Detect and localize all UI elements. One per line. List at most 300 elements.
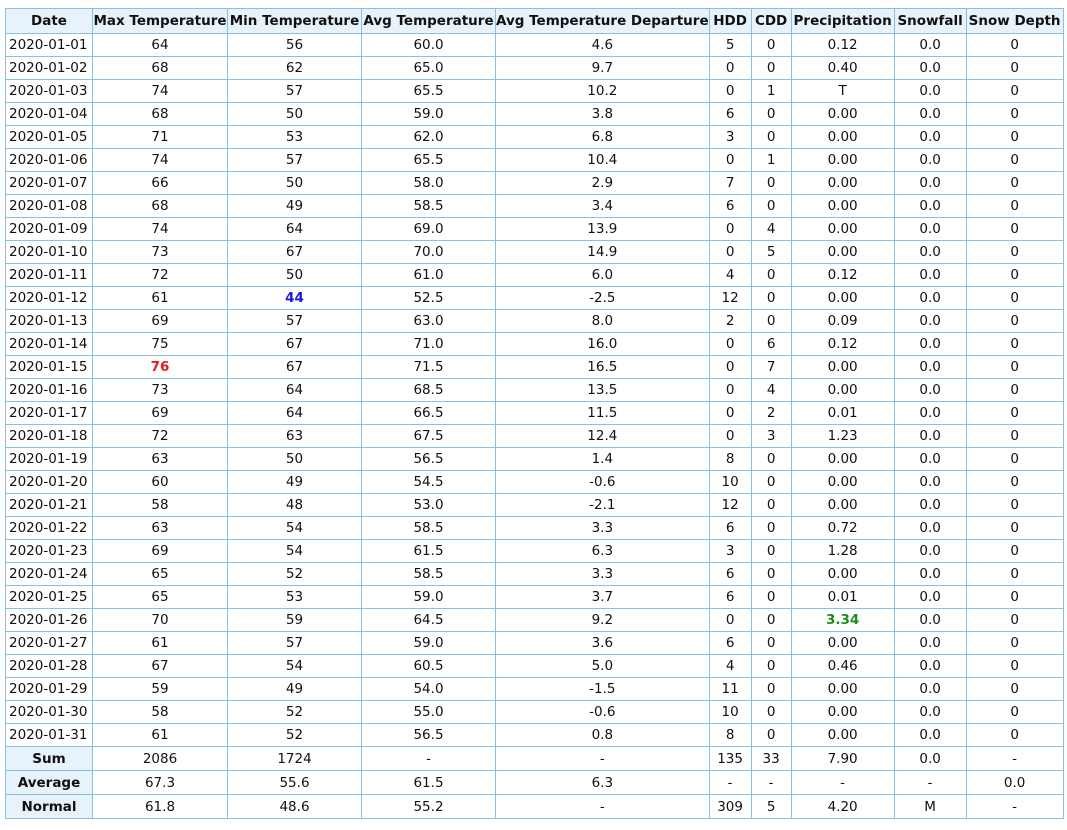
- cell-snow-depth: 0: [966, 356, 1063, 379]
- cell-precipitation: 0.00: [791, 103, 894, 126]
- cell-snowfall: 0.0: [894, 310, 966, 333]
- header-date[interactable]: Date: [6, 9, 93, 34]
- cell-avg-temperature: 54.5: [362, 471, 496, 494]
- cell-date: 2020-01-07: [6, 172, 93, 195]
- cell-hdd: 12: [709, 494, 751, 517]
- table-row: [6, 425, 1064, 448]
- cell-snow-depth: 0: [966, 218, 1063, 241]
- cell-min-temperature: 67: [228, 333, 362, 356]
- cell-date: 2020-01-11: [6, 264, 93, 287]
- cell-avg-temperature: 60.0: [362, 34, 496, 57]
- cell-snowfall: 0.0: [894, 287, 966, 310]
- cell-min-temperature: 67: [228, 241, 362, 264]
- cell-date: 2020-01-14: [6, 333, 93, 356]
- cell-precipitation: 1.23: [791, 425, 894, 448]
- cell-precipitation: 0.09: [791, 310, 894, 333]
- cell-snowfall: 0.0: [894, 241, 966, 264]
- cell-avg-temperature: 55.0: [362, 701, 496, 724]
- cell-hdd: 0: [709, 402, 751, 425]
- cell-precipitation: 0.00: [791, 241, 894, 264]
- cell-date: 2020-01-24: [6, 563, 93, 586]
- cell-snowfall: 0.0: [894, 356, 966, 379]
- cell-snow-depth: 0: [966, 264, 1063, 287]
- table-row: [6, 195, 1064, 218]
- cell-snow-depth: 0: [966, 586, 1063, 609]
- cell-date: 2020-01-17: [6, 402, 93, 425]
- cell-hdd: 0: [709, 356, 751, 379]
- cell-cdd: 0: [751, 287, 791, 310]
- summary-cell-avg-temperature: 61.5: [362, 771, 496, 795]
- cell-cdd: 0: [751, 563, 791, 586]
- cell-precipitation: 0.00: [791, 172, 894, 195]
- table-row: [6, 34, 1064, 57]
- cell-hdd: 0: [709, 149, 751, 172]
- cell-hdd: 0: [709, 218, 751, 241]
- cell-min-temperature: 50: [228, 448, 362, 471]
- cell-date: 2020-01-22: [6, 517, 93, 540]
- cell-date: 2020-01-10: [6, 241, 93, 264]
- cell-avg-temperature: 56.5: [362, 724, 496, 747]
- cell-precipitation: 0.00: [791, 494, 894, 517]
- cell-snow-depth: 0: [966, 563, 1063, 586]
- cell-precipitation: 0.00: [791, 149, 894, 172]
- cell-date: 2020-01-27: [6, 632, 93, 655]
- table-row: [6, 678, 1064, 701]
- cell-snow-depth: 0: [966, 103, 1063, 126]
- cell-avg-temperature: 71.0: [362, 333, 496, 356]
- summary-label: Sum: [6, 747, 93, 771]
- cell-cdd: 0: [751, 103, 791, 126]
- cell-precipitation: 0.00: [791, 287, 894, 310]
- cell-avg-temperature-departure: 3.8: [496, 103, 710, 126]
- summary-cell-hdd: 135: [709, 747, 751, 771]
- table-row: [6, 632, 1064, 655]
- cell-snowfall: 0.0: [894, 701, 966, 724]
- cell-min-temperature: 49: [228, 678, 362, 701]
- table-row: [6, 149, 1064, 172]
- cell-precipitation: 0.00: [791, 563, 894, 586]
- table-row: [6, 586, 1064, 609]
- summary-cell-hdd: 309: [709, 795, 751, 819]
- cell-avg-temperature: 62.0: [362, 126, 496, 149]
- cell-max-temperature: 60: [93, 471, 228, 494]
- cell-snow-depth: 0: [966, 425, 1063, 448]
- cell-min-temperature: 57: [228, 80, 362, 103]
- cell-min-temperature: 53: [228, 586, 362, 609]
- cell-hdd: 6: [709, 632, 751, 655]
- cell-snowfall: 0.0: [894, 172, 966, 195]
- table-row: [6, 448, 1064, 471]
- cell-precipitation: 0.01: [791, 402, 894, 425]
- header-precipitation[interactable]: Precipitation: [791, 9, 894, 34]
- cell-date: 2020-01-04: [6, 103, 93, 126]
- cell-min-temperature: 57: [228, 632, 362, 655]
- cell-cdd: 6: [751, 333, 791, 356]
- cell-hdd: 0: [709, 241, 751, 264]
- summary-cell-max-temperature: 2086: [93, 747, 228, 771]
- cell-max-temperature: 68: [93, 57, 228, 80]
- cell-hdd: 0: [709, 609, 751, 632]
- cell-hdd: 3: [709, 126, 751, 149]
- cell-avg-temperature-departure: 16.5: [496, 356, 710, 379]
- cell-date: 2020-01-30: [6, 701, 93, 724]
- cell-hdd: 4: [709, 655, 751, 678]
- cell-avg-temperature: 64.5: [362, 609, 496, 632]
- cell-min-temperature: 49: [228, 195, 362, 218]
- cell-hdd: 6: [709, 195, 751, 218]
- cell-snowfall: 0.0: [894, 195, 966, 218]
- cell-snowfall: 0.0: [894, 57, 966, 80]
- table-row: [6, 80, 1064, 103]
- cell-date: 2020-01-12: [6, 287, 93, 310]
- cell-hdd: 12: [709, 287, 751, 310]
- table-row: [6, 126, 1064, 149]
- cell-precipitation: 0.00: [791, 218, 894, 241]
- cell-snow-depth: 0: [966, 701, 1063, 724]
- summary-cell-hdd: -: [709, 771, 751, 795]
- cell-avg-temperature-departure: 14.9: [496, 241, 710, 264]
- cell-avg-temperature-departure: 13.9: [496, 218, 710, 241]
- cell-min-temperature-highlight: 44: [228, 287, 362, 310]
- cell-snow-depth: 0: [966, 333, 1063, 356]
- cell-avg-temperature-departure: -2.1: [496, 494, 710, 517]
- cell-min-temperature: 54: [228, 517, 362, 540]
- cell-hdd: 3: [709, 540, 751, 563]
- cell-date: 2020-01-29: [6, 678, 93, 701]
- cell-max-temperature: 73: [93, 241, 228, 264]
- cell-avg-temperature: 68.5: [362, 379, 496, 402]
- cell-snowfall: 0.0: [894, 126, 966, 149]
- cell-snow-depth: 0: [966, 57, 1063, 80]
- cell-avg-temperature: 69.0: [362, 218, 496, 241]
- cell-snow-depth: 0: [966, 655, 1063, 678]
- cell-snow-depth: 0: [966, 379, 1063, 402]
- cell-snowfall: 0.0: [894, 517, 966, 540]
- summary-cell-avg-temperature: 55.2: [362, 795, 496, 819]
- cell-snow-depth: 0: [966, 172, 1063, 195]
- cell-avg-temperature: 58.5: [362, 517, 496, 540]
- cell-max-temperature: 68: [93, 195, 228, 218]
- table-row: [6, 57, 1064, 80]
- cell-min-temperature: 59: [228, 609, 362, 632]
- cell-cdd: 0: [751, 448, 791, 471]
- cell-max-temperature: 65: [93, 563, 228, 586]
- cell-precipitation: T: [791, 80, 894, 103]
- summary-cell-cdd: 5: [751, 795, 791, 819]
- cell-cdd: 0: [751, 34, 791, 57]
- cell-avg-temperature: 61.0: [362, 264, 496, 287]
- header-cdd[interactable]: CDD: [751, 9, 791, 34]
- cell-min-temperature: 67: [228, 356, 362, 379]
- summary-cell-avg-temperature-departure: -: [496, 795, 710, 819]
- cell-snowfall: 0.0: [894, 471, 966, 494]
- summary-cell-min-temperature: 55.6: [228, 771, 362, 795]
- cell-cdd: 0: [751, 678, 791, 701]
- cell-avg-temperature-departure: 11.5: [496, 402, 710, 425]
- cell-avg-temperature-departure: 10.2: [496, 80, 710, 103]
- cell-max-temperature: 66: [93, 172, 228, 195]
- cell-snowfall: 0.0: [894, 34, 966, 57]
- cell-date: 2020-01-18: [6, 425, 93, 448]
- cell-min-temperature: 64: [228, 402, 362, 425]
- cell-max-temperature: 61: [93, 287, 228, 310]
- cell-precipitation: 0.46: [791, 655, 894, 678]
- cell-min-temperature: 57: [228, 310, 362, 333]
- cell-avg-temperature: 59.0: [362, 632, 496, 655]
- cell-snow-depth: 0: [966, 195, 1063, 218]
- cell-min-temperature: 50: [228, 264, 362, 287]
- cell-snowfall: 0.0: [894, 448, 966, 471]
- cell-max-temperature: 74: [93, 149, 228, 172]
- summary-cell-snow-depth: -: [966, 795, 1063, 819]
- cell-cdd: 0: [751, 609, 791, 632]
- cell-cdd: 1: [751, 149, 791, 172]
- cell-date: 2020-01-16: [6, 379, 93, 402]
- cell-snow-depth: 0: [966, 310, 1063, 333]
- cell-date: 2020-01-23: [6, 540, 93, 563]
- table-row: [6, 379, 1064, 402]
- cell-snowfall: 0.0: [894, 218, 966, 241]
- cell-snowfall: 0.0: [894, 655, 966, 678]
- cell-min-temperature: 54: [228, 540, 362, 563]
- cell-cdd: 0: [751, 264, 791, 287]
- cell-max-temperature: 58: [93, 494, 228, 517]
- cell-avg-temperature: 53.0: [362, 494, 496, 517]
- cell-snowfall: 0.0: [894, 632, 966, 655]
- summary-cell-precipitation: 7.90: [791, 747, 894, 771]
- summary-cell-snowfall: -: [894, 771, 966, 795]
- cell-snowfall: 0.0: [894, 540, 966, 563]
- cell-snow-depth: 0: [966, 632, 1063, 655]
- table-row: [6, 517, 1064, 540]
- cell-snow-depth: 0: [966, 609, 1063, 632]
- cell-avg-temperature: 54.0: [362, 678, 496, 701]
- cell-min-temperature: 50: [228, 172, 362, 195]
- cell-avg-temperature: 71.5: [362, 356, 496, 379]
- summary-cell-precipitation: -: [791, 771, 894, 795]
- cell-max-temperature-highlight: 76: [93, 356, 228, 379]
- cell-date: 2020-01-02: [6, 57, 93, 80]
- cell-hdd: 6: [709, 563, 751, 586]
- cell-date: 2020-01-06: [6, 149, 93, 172]
- summary-cell-snowfall: M: [894, 795, 966, 819]
- cell-avg-temperature-departure: 3.3: [496, 563, 710, 586]
- cell-cdd: 0: [751, 57, 791, 80]
- cell-cdd: 5: [751, 241, 791, 264]
- cell-snowfall: 0.0: [894, 264, 966, 287]
- cell-date: 2020-01-21: [6, 494, 93, 517]
- cell-cdd: 2: [751, 402, 791, 425]
- cell-avg-temperature-departure: 3.6: [496, 632, 710, 655]
- cell-cdd: 0: [751, 701, 791, 724]
- summary-cell-min-temperature: 48.6: [228, 795, 362, 819]
- cell-avg-temperature: 63.0: [362, 310, 496, 333]
- summary-cell-snow-depth: 0.0: [966, 771, 1063, 795]
- cell-avg-temperature-departure: 6.0: [496, 264, 710, 287]
- cell-date: 2020-01-03: [6, 80, 93, 103]
- cell-max-temperature: 58: [93, 701, 228, 724]
- cell-snowfall: 0.0: [894, 586, 966, 609]
- cell-snow-depth: 0: [966, 126, 1063, 149]
- cell-snowfall: 0.0: [894, 103, 966, 126]
- cell-precipitation: 0.12: [791, 333, 894, 356]
- header-max-temperature[interactable]: Max Temperature: [93, 9, 228, 34]
- summary-cell-avg-temperature-departure: 6.3: [496, 771, 710, 795]
- cell-avg-temperature: 67.5: [362, 425, 496, 448]
- cell-cdd: 0: [751, 310, 791, 333]
- cell-min-temperature: 50: [228, 103, 362, 126]
- cell-hdd: 2: [709, 310, 751, 333]
- cell-avg-temperature: 59.0: [362, 586, 496, 609]
- cell-min-temperature: 64: [228, 218, 362, 241]
- cell-precipitation-highlight: 3.34: [791, 609, 894, 632]
- cell-precipitation: 0.00: [791, 356, 894, 379]
- cell-avg-temperature-departure: -2.5: [496, 287, 710, 310]
- cell-snow-depth: 0: [966, 517, 1063, 540]
- cell-precipitation: 0.00: [791, 701, 894, 724]
- cell-avg-temperature: 65.5: [362, 80, 496, 103]
- cell-max-temperature: 74: [93, 80, 228, 103]
- cell-cdd: 7: [751, 356, 791, 379]
- cell-hdd: 8: [709, 724, 751, 747]
- cell-avg-temperature: 59.0: [362, 103, 496, 126]
- cell-max-temperature: 68: [93, 103, 228, 126]
- cell-avg-temperature-departure: 3.4: [496, 195, 710, 218]
- cell-snow-depth: 0: [966, 287, 1063, 310]
- cell-avg-temperature-departure: 3.3: [496, 517, 710, 540]
- cell-date: 2020-01-25: [6, 586, 93, 609]
- cell-snow-depth: 0: [966, 540, 1063, 563]
- cell-max-temperature: 67: [93, 655, 228, 678]
- cell-max-temperature: 64: [93, 34, 228, 57]
- cell-precipitation: 0.00: [791, 471, 894, 494]
- cell-avg-temperature-departure: 12.4: [496, 425, 710, 448]
- cell-avg-temperature-departure: 10.4: [496, 149, 710, 172]
- cell-avg-temperature-departure: 9.2: [496, 609, 710, 632]
- cell-snowfall: 0.0: [894, 149, 966, 172]
- table-row: [6, 471, 1064, 494]
- cell-avg-temperature-departure: 16.0: [496, 333, 710, 356]
- cell-avg-temperature: 58.5: [362, 195, 496, 218]
- cell-cdd: 3: [751, 425, 791, 448]
- header-avg-temperature-departure[interactable]: Avg Temperature Departure: [496, 9, 710, 34]
- table-row: [6, 701, 1064, 724]
- cell-date: 2020-01-28: [6, 655, 93, 678]
- cell-snow-depth: 0: [966, 402, 1063, 425]
- table-row: [6, 172, 1064, 195]
- header-hdd[interactable]: HDD: [709, 9, 751, 34]
- cell-snow-depth: 0: [966, 149, 1063, 172]
- cell-avg-temperature-departure: 2.9: [496, 172, 710, 195]
- cell-snowfall: 0.0: [894, 379, 966, 402]
- cell-cdd: 0: [751, 586, 791, 609]
- cell-date: 2020-01-15: [6, 356, 93, 379]
- cell-snowfall: 0.0: [894, 425, 966, 448]
- table-row: [6, 540, 1064, 563]
- cell-max-temperature: 72: [93, 264, 228, 287]
- cell-avg-temperature-departure: 0.8: [496, 724, 710, 747]
- summary-cell-cdd: 33: [751, 747, 791, 771]
- summary-cell-snowfall: 0.0: [894, 747, 966, 771]
- summary-cell-max-temperature: 67.3: [93, 771, 228, 795]
- summary-label: Normal: [6, 795, 93, 819]
- cell-max-temperature: 59: [93, 678, 228, 701]
- cell-min-temperature: 52: [228, 701, 362, 724]
- cell-hdd: 7: [709, 172, 751, 195]
- cell-snowfall: 0.0: [894, 494, 966, 517]
- table-row: [6, 494, 1064, 517]
- cell-min-temperature: 56: [228, 34, 362, 57]
- cell-cdd: 0: [751, 195, 791, 218]
- summary-cell-avg-temperature-departure: -: [496, 747, 710, 771]
- table-row: [6, 402, 1064, 425]
- summary-row: [6, 771, 1064, 795]
- cell-min-temperature: 48: [228, 494, 362, 517]
- cell-snow-depth: 0: [966, 34, 1063, 57]
- header-snowfall[interactable]: Snowfall: [894, 9, 966, 34]
- cell-hdd: 6: [709, 586, 751, 609]
- table-row: [6, 218, 1064, 241]
- table-row: [6, 103, 1064, 126]
- cell-avg-temperature: 66.5: [362, 402, 496, 425]
- cell-avg-temperature: 58.5: [362, 563, 496, 586]
- cell-snow-depth: 0: [966, 448, 1063, 471]
- cell-snow-depth: 0: [966, 471, 1063, 494]
- cell-min-temperature: 54: [228, 655, 362, 678]
- cell-avg-temperature: 70.0: [362, 241, 496, 264]
- table-row: [6, 287, 1064, 310]
- table-row: [6, 609, 1064, 632]
- cell-min-temperature: 57: [228, 149, 362, 172]
- cell-precipitation: 0.00: [791, 632, 894, 655]
- summary-cell-min-temperature: 1724: [228, 747, 362, 771]
- cell-snowfall: 0.0: [894, 333, 966, 356]
- cell-snow-depth: 0: [966, 494, 1063, 517]
- cell-precipitation: 1.28: [791, 540, 894, 563]
- table-row: [6, 724, 1064, 747]
- cell-avg-temperature-departure: 4.6: [496, 34, 710, 57]
- cell-precipitation: 0.12: [791, 34, 894, 57]
- cell-avg-temperature: 65.5: [362, 149, 496, 172]
- cell-max-temperature: 75: [93, 333, 228, 356]
- cell-precipitation: 0.00: [791, 678, 894, 701]
- cell-min-temperature: 52: [228, 724, 362, 747]
- cell-avg-temperature-departure: 9.7: [496, 57, 710, 80]
- cell-max-temperature: 61: [93, 632, 228, 655]
- header-avg-temperature[interactable]: Avg Temperature: [362, 9, 496, 34]
- summary-cell-max-temperature: 61.8: [93, 795, 228, 819]
- cell-max-temperature: 61: [93, 724, 228, 747]
- cell-min-temperature: 52: [228, 563, 362, 586]
- cell-avg-temperature-departure: 6.3: [496, 540, 710, 563]
- cell-max-temperature: 69: [93, 310, 228, 333]
- cell-precipitation: 0.00: [791, 724, 894, 747]
- cell-snowfall: 0.0: [894, 609, 966, 632]
- cell-max-temperature: 71: [93, 126, 228, 149]
- cell-min-temperature: 62: [228, 57, 362, 80]
- header-min-temperature[interactable]: Min Temperature: [228, 9, 362, 34]
- cell-date: 2020-01-31: [6, 724, 93, 747]
- cell-cdd: 0: [751, 172, 791, 195]
- cell-avg-temperature-departure: 6.8: [496, 126, 710, 149]
- cell-precipitation: 0.40: [791, 57, 894, 80]
- header-row: [6, 9, 1064, 34]
- cell-snow-depth: 0: [966, 678, 1063, 701]
- cell-cdd: 0: [751, 724, 791, 747]
- header-snow-depth[interactable]: Snow Depth: [966, 9, 1063, 34]
- summary-label: Average: [6, 771, 93, 795]
- weather-table: [5, 8, 1064, 819]
